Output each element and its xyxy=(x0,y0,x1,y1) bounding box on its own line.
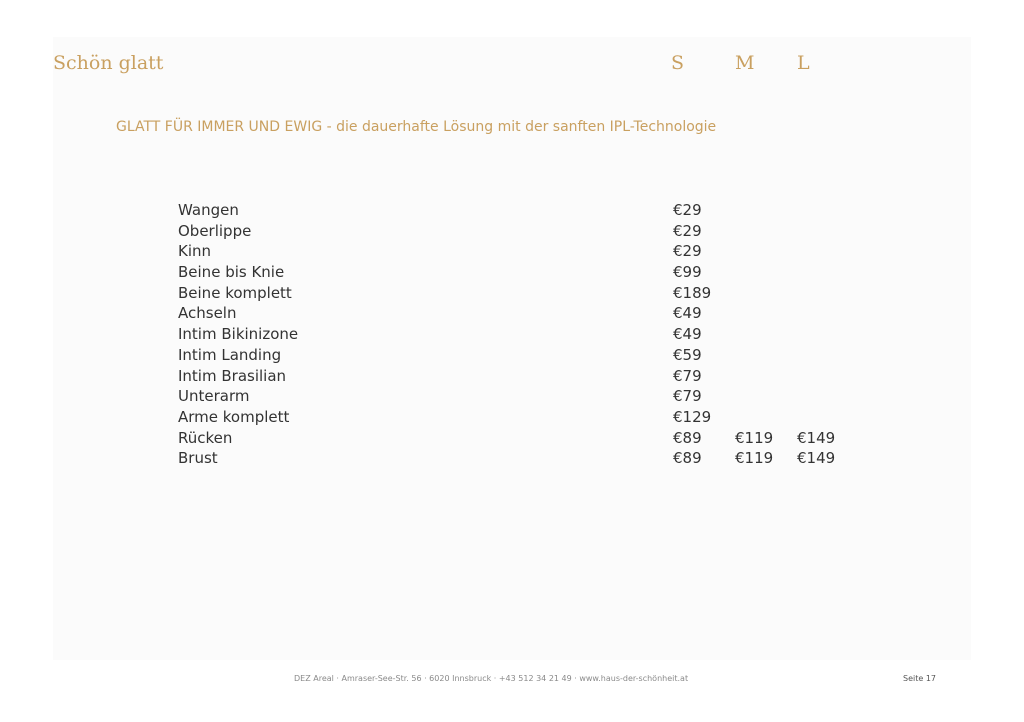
price-s: €59 xyxy=(673,345,702,364)
section-subtitle: GLATT FÜR IMMER UND EWIG - die dauerhafte Lösung mit der sanften IPL-Technologie xyxy=(116,119,717,135)
treatment-name: Rücken xyxy=(178,428,233,447)
price-row xyxy=(178,262,858,283)
price-s: €79 xyxy=(673,366,702,385)
treatment-name: Beine bis Knie xyxy=(178,263,285,282)
price-l: €149 xyxy=(797,449,836,468)
price-row xyxy=(178,241,858,262)
price-m: €119 xyxy=(735,428,774,447)
price-s: €89 xyxy=(673,449,702,468)
price-s: €89 xyxy=(673,428,702,447)
treatment-name: Beine komplett xyxy=(178,283,292,302)
price-row xyxy=(178,283,858,304)
price-row xyxy=(178,324,858,345)
price-s: €29 xyxy=(673,221,702,240)
price-row xyxy=(178,345,858,366)
size-header-l: L xyxy=(797,52,810,74)
treatment-name: Unterarm xyxy=(178,387,250,406)
price-row xyxy=(178,407,858,428)
price-s: €189 xyxy=(673,283,712,302)
price-row xyxy=(178,303,858,324)
price-m: €119 xyxy=(735,449,774,468)
treatment-name: Intim Landing xyxy=(178,345,282,364)
treatment-name: Intim Bikinizone xyxy=(178,325,299,344)
price-s: €49 xyxy=(673,325,702,344)
price-s: €129 xyxy=(673,407,712,426)
page-number: Seite 17 xyxy=(903,674,937,683)
size-header-s: S xyxy=(671,52,685,74)
price-s: €29 xyxy=(673,201,702,219)
treatment-name: Wangen xyxy=(178,201,239,219)
treatment-name: Intim Brasilian xyxy=(178,366,287,385)
page-title: Schön glatt xyxy=(53,52,164,74)
price-row xyxy=(178,386,858,407)
price-row xyxy=(178,428,858,449)
price-l: €149 xyxy=(797,428,836,447)
treatment-name: Oberlippe xyxy=(178,221,252,240)
size-header-m: M xyxy=(735,52,755,74)
price-s: €29 xyxy=(673,242,702,261)
price-row xyxy=(178,366,858,387)
price-row xyxy=(178,448,858,469)
price-s: €79 xyxy=(673,387,702,406)
treatment-name: Achseln xyxy=(178,304,237,323)
price-row xyxy=(178,221,858,242)
price-row xyxy=(178,200,858,221)
treatment-name: Kinn xyxy=(178,242,212,261)
treatment-name: Brust xyxy=(178,449,218,468)
footer-address: DEZ Areal · Amraser-See-Str. 56 · 6020 Innsbruck · +43 512 34 21 49 · www.haus-der-schönheit.at xyxy=(294,674,689,683)
treatment-name: Arme komplett xyxy=(178,407,290,426)
price-s: €99 xyxy=(673,263,702,282)
price-s: €49 xyxy=(673,304,702,323)
price-list xyxy=(178,200,858,469)
